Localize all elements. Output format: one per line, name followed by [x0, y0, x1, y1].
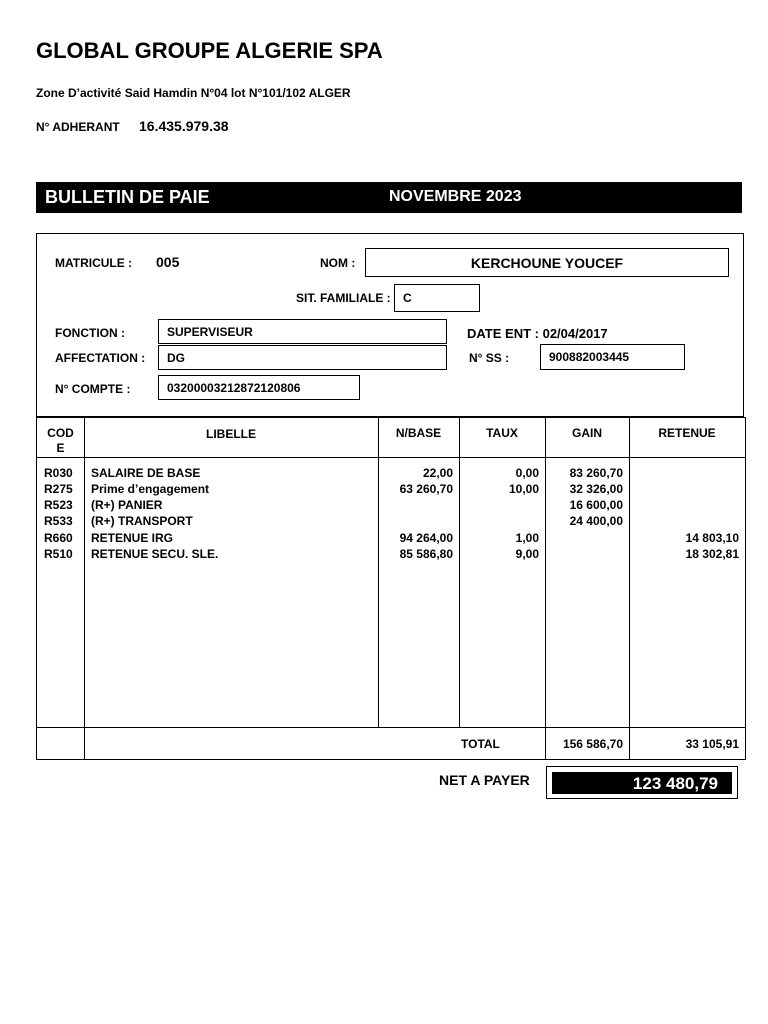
- company-address: Zone D’activité Said Hamdin N°04 lot N°101/102 ALGER: [36, 86, 351, 100]
- net-label: NET A PAYER: [439, 772, 530, 788]
- header-retenue: RETENUE: [658, 426, 716, 440]
- total-gain: 156 586,70: [562, 737, 623, 751]
- header-libelle: LIBELLE: [206, 427, 256, 441]
- ss-label: N° SS :: [469, 351, 510, 365]
- nom-label: NOM :: [320, 256, 356, 270]
- date-entree: DATE ENT : 02/04/2017: [467, 326, 608, 341]
- table-row: [37, 482, 745, 498]
- ss-field: 900882003445: [540, 344, 685, 370]
- pay-period: NOVEMBRE 2023: [389, 188, 522, 205]
- nom-field: KERCHOUNE YOUCEF: [365, 248, 729, 277]
- header-taux: TAUX: [486, 426, 518, 440]
- row-taux: 0,00: [515, 466, 539, 480]
- row-gain: 24 400,00: [569, 514, 623, 528]
- col-divider: [459, 418, 460, 727]
- row-nbase: 94 264,00: [399, 531, 453, 545]
- row-taux: 9,00: [515, 547, 539, 561]
- row-libelle: (R+) TRANSPORT: [91, 514, 193, 528]
- row-code: R523: [44, 498, 73, 512]
- title-bar: [36, 182, 742, 213]
- net-amount-fill: [552, 772, 732, 794]
- affectation-field: DG: [158, 345, 447, 370]
- table-row: [37, 514, 745, 530]
- matricule-value: 005: [156, 254, 180, 270]
- adherent-label: N° ADHERANT: [36, 120, 120, 134]
- row-taux: 10,00: [508, 482, 539, 496]
- fonction-field: SUPERVISEUR: [158, 319, 447, 344]
- header-gain: GAIN: [572, 426, 602, 440]
- header-nbase: N/BASE: [395, 426, 442, 440]
- row-nbase: 63 260,70: [399, 482, 453, 496]
- table-row: [37, 498, 745, 514]
- header-code: [37, 426, 84, 456]
- row-retenue: 18 302,81: [685, 547, 739, 561]
- table-row: [37, 547, 745, 563]
- total-divider: [37, 727, 745, 728]
- col-divider: [378, 418, 379, 727]
- row-code: R030: [44, 466, 73, 480]
- row-libelle: (R+) PANIER: [91, 498, 163, 512]
- table-row: [37, 466, 745, 482]
- row-code: R660: [44, 531, 73, 545]
- adherent-value: 16.435.979.38: [139, 118, 229, 134]
- header-code-line2: E: [56, 441, 65, 455]
- affectation-label: AFFECTATION :: [55, 351, 146, 365]
- pay-lines-table: [36, 417, 746, 760]
- row-taux: 1,00: [515, 531, 539, 545]
- row-code: R533: [44, 514, 73, 528]
- compte-field: 03200003212872120806: [158, 375, 360, 400]
- compte-label: N° COMPTE :: [55, 382, 131, 396]
- company-name: GLOBAL GROUPE ALGERIE SPA: [36, 38, 383, 63]
- total-retenue: 33 105,91: [685, 737, 739, 751]
- row-libelle: RETENUE IRG: [91, 531, 174, 545]
- row-libelle: RETENUE SECU. SLE.: [91, 547, 219, 561]
- header-divider: [37, 457, 745, 458]
- row-libelle: SALAIRE DE BASE: [91, 466, 201, 480]
- row-code: R510: [44, 547, 73, 561]
- net-amount-box: [546, 766, 738, 799]
- row-gain: 32 326,00: [569, 482, 623, 496]
- total-label: TOTAL: [461, 737, 500, 751]
- sit-familiale-field: C: [394, 284, 480, 312]
- document-title: BULLETIN DE PAIE: [45, 187, 210, 207]
- fonction-label: FONCTION :: [55, 326, 125, 340]
- row-gain: 16 600,00: [569, 498, 623, 512]
- employee-info-box: [36, 233, 744, 417]
- row-code: R275: [44, 482, 73, 496]
- row-nbase: 85 586,80: [399, 547, 453, 561]
- row-retenue: 14 803,10: [685, 531, 739, 545]
- row-nbase: 22,00: [422, 466, 453, 480]
- matricule-label: MATRICULE :: [55, 256, 133, 270]
- sit-familiale-label: SIT. FAMILIALE :: [296, 291, 391, 305]
- header-code-line1: COD: [47, 426, 74, 440]
- net-amount: 123 480,79: [632, 774, 718, 793]
- table-row: [37, 531, 745, 547]
- row-libelle: Prime d’engagement: [91, 482, 210, 496]
- row-gain: 83 260,70: [569, 466, 623, 480]
